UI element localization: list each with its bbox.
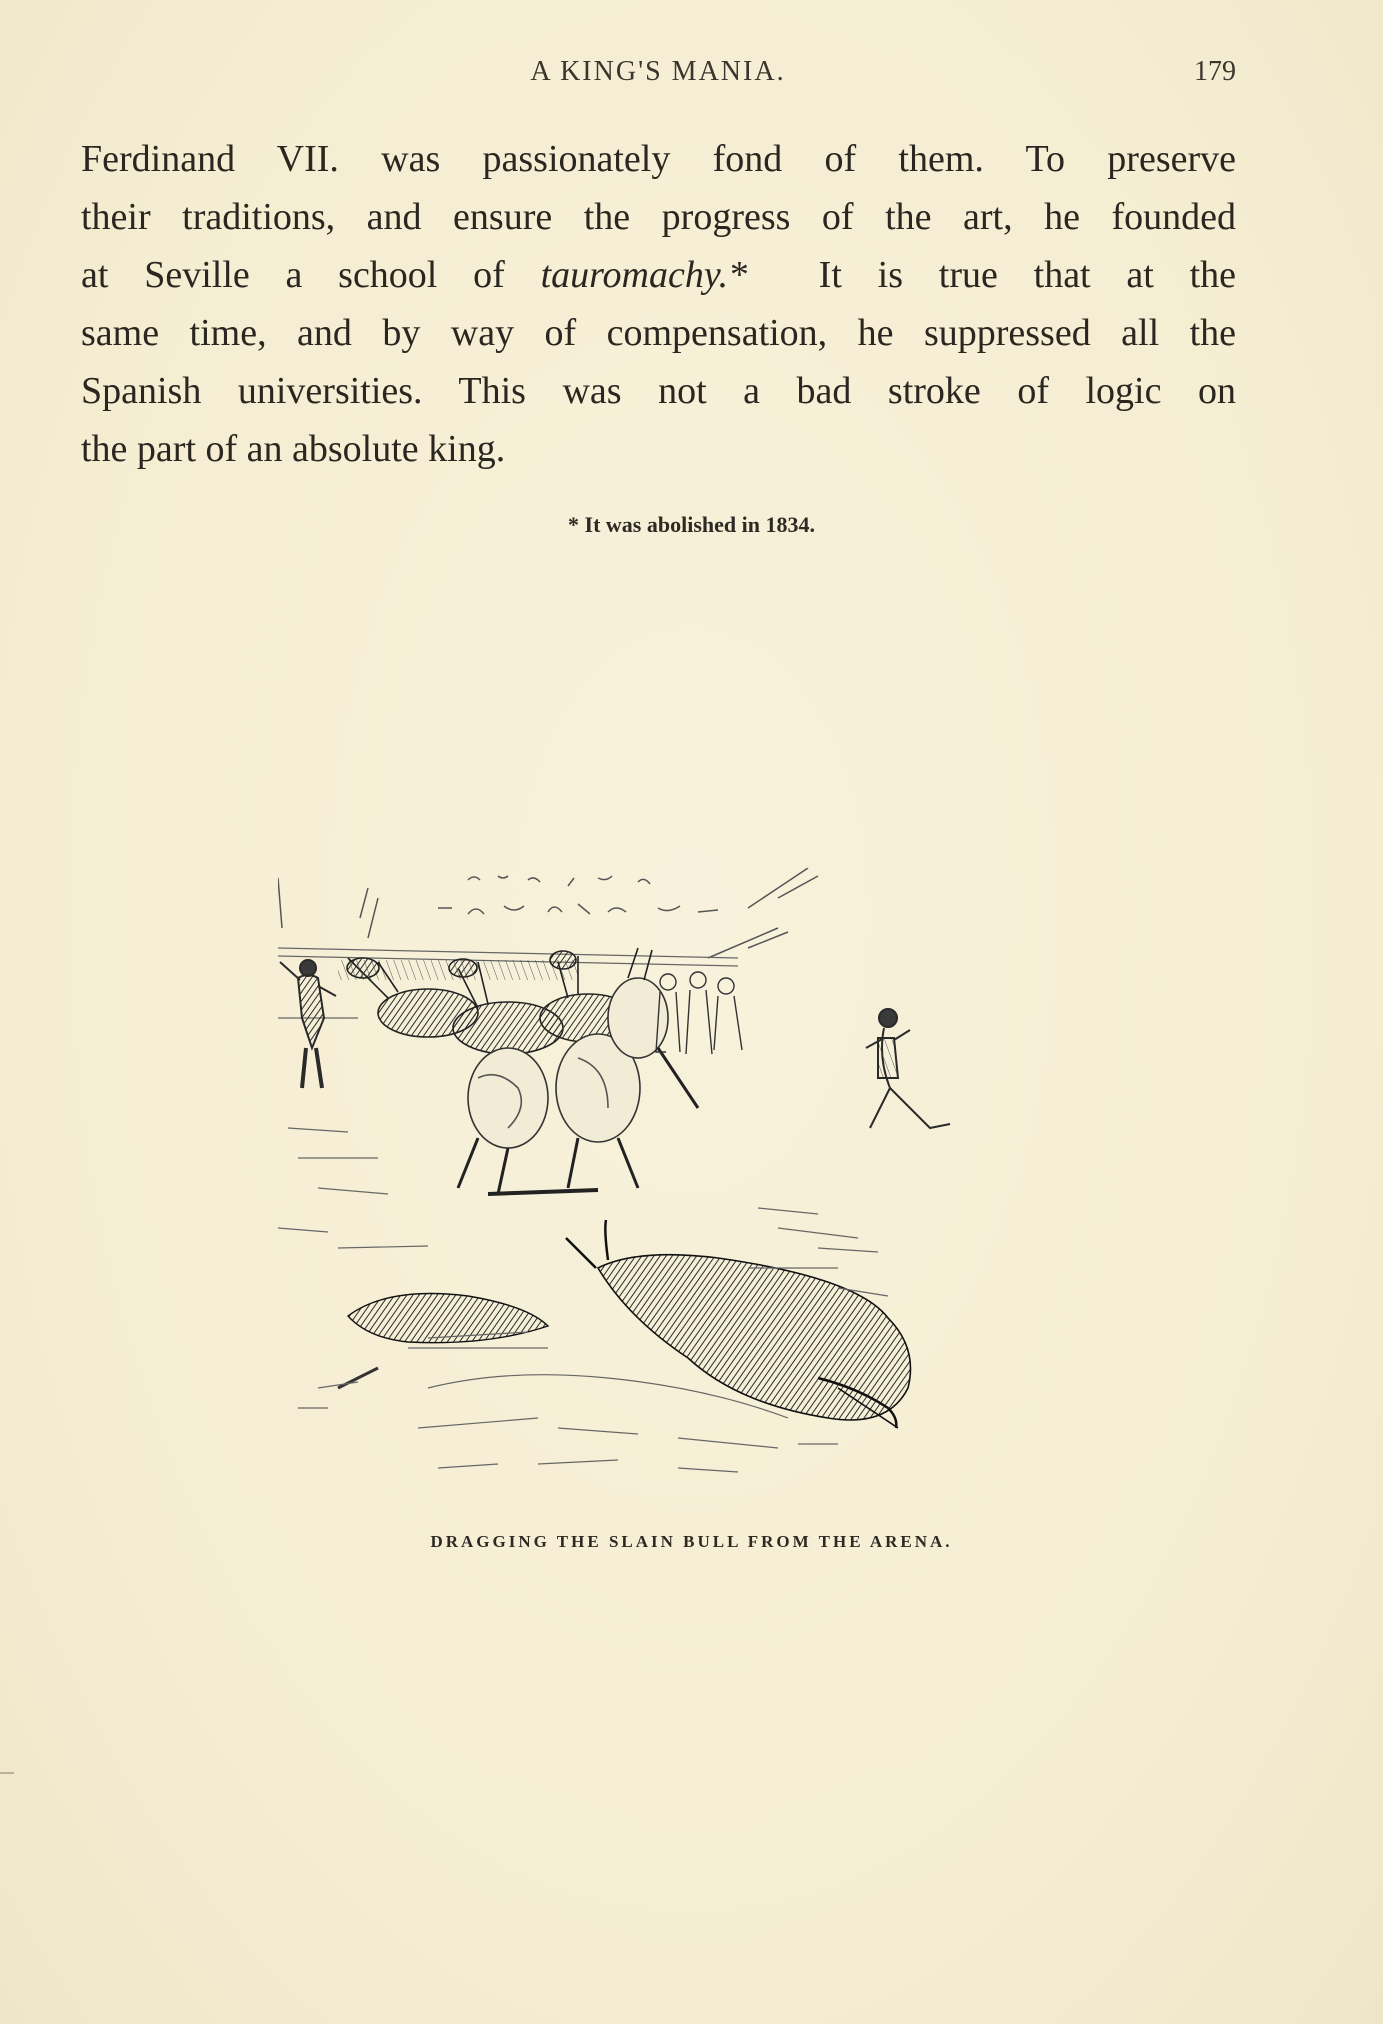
body-line: their traditions, and ensure the progress of the art, he founded (81, 196, 1236, 238)
dead-horse (338, 1294, 548, 1389)
attendant-figures (656, 972, 742, 1054)
page-number: 179 (1194, 56, 1236, 87)
illustration-caption: DRAGGING THE SLAIN BULL FROM THE ARENA. (430, 1532, 953, 1551)
italic-term: tauromachy.* (540, 254, 748, 296)
engraving-illustration (278, 868, 1038, 1488)
running-head (80, 56, 1236, 96)
body-line (81, 246, 1236, 304)
body-line: same time, and by way of compensation, he suppressed all the (81, 312, 1236, 354)
muleteer-figure (278, 882, 336, 1088)
running-title: A KING'S MANIA. (530, 56, 786, 87)
body-line: Spanish universities. This was not a bad stroke of logic on (81, 370, 1236, 412)
body-line: Ferdinand VII. was passionately fond of them. To preserve (81, 138, 1236, 180)
body-line-text: at Seville a school of (81, 254, 505, 296)
running-man-figure (866, 1009, 950, 1128)
footnote: * It was abolished in 1834. (568, 512, 815, 537)
margin-mark (0, 1772, 14, 1774)
body-line: the part of an absolute king. (81, 428, 506, 470)
body-paragraph (81, 130, 1236, 478)
body-line-text: It is true that at the (818, 254, 1237, 296)
crowd-sketch (278, 868, 818, 958)
mule-team (347, 948, 698, 1194)
